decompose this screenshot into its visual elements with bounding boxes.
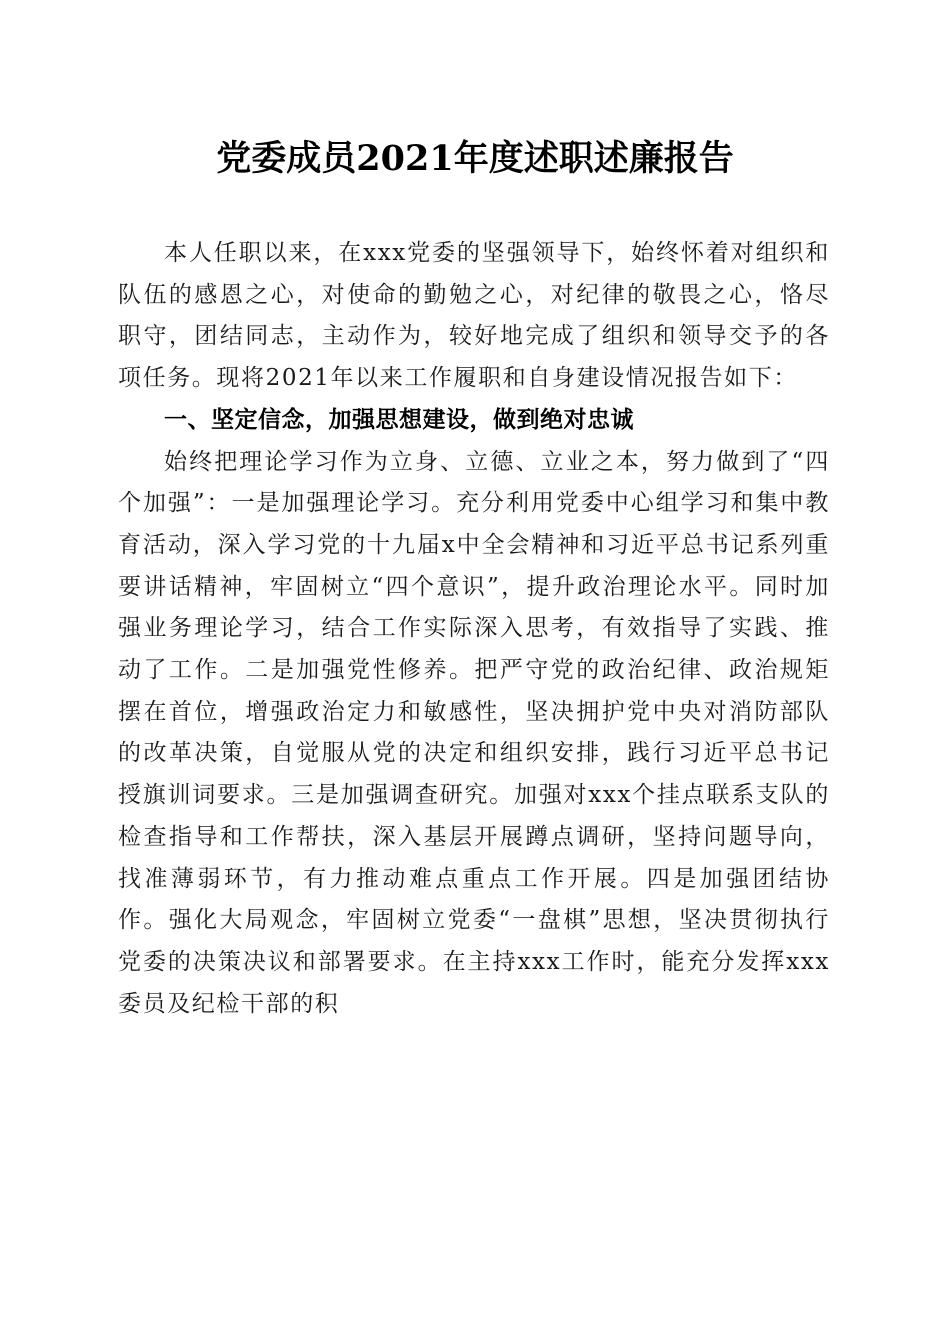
intro-paragraph: 本人任职以来，在xxx党委的坚强领导下，始终怀着对组织和队伍的感恩之心，对使命的勤勉之心，对纪律的敬畏之心，恪尽职守，团结同志，主动作为，较好地完成了组织和领导交予的各项任务。现将2021年以来工作履职和自身建设情况报告如下：	[118, 240, 830, 392]
section-heading: 一、坚定信念，加强思想建设，做到绝对忠诚	[164, 406, 634, 433]
document-body	[118, 233, 830, 1025]
document-title: 党委成员2021年度述职述廉报告	[216, 138, 734, 179]
section-paragraph: 始终把理论学习作为立身、立德、立业之本，努力做到了“四个加强”：一是加强理论学习。充分利用党委中心组学习和集中教育活动，深入学习党的十九届x中全会精神和习近平总书记系列重要讲话精神，牢固树立“四个意识”，提升政治理论水平。同时加强业务理论学习，结合工作实际深入思考，有效指导了实践、推动了工作。二是加强党性修养。把严守党的政治纪律、政治规矩摆在首位，增强政治定力和敏感性，坚决拥护党中央对消防部队的改革决策，自觉服从党的决定和组织安排，践行习近平总书记授旗训词要求。三是加强调查研究。加强对xxx个挂点联系支队的检查指导和工作帮扶，深入基层开展蹲点调研，坚持问题导向，找准薄弱环节，有力推动难点重点工作开展。四是加强团结协作。强化大局观念，牢固树立党委“一盘棋”思想，坚决贯彻执行党委的决策决议和部署要求。在主持xxx工作时，能充分发挥xxx委员及纪检干部的积	[118, 448, 830, 1017]
